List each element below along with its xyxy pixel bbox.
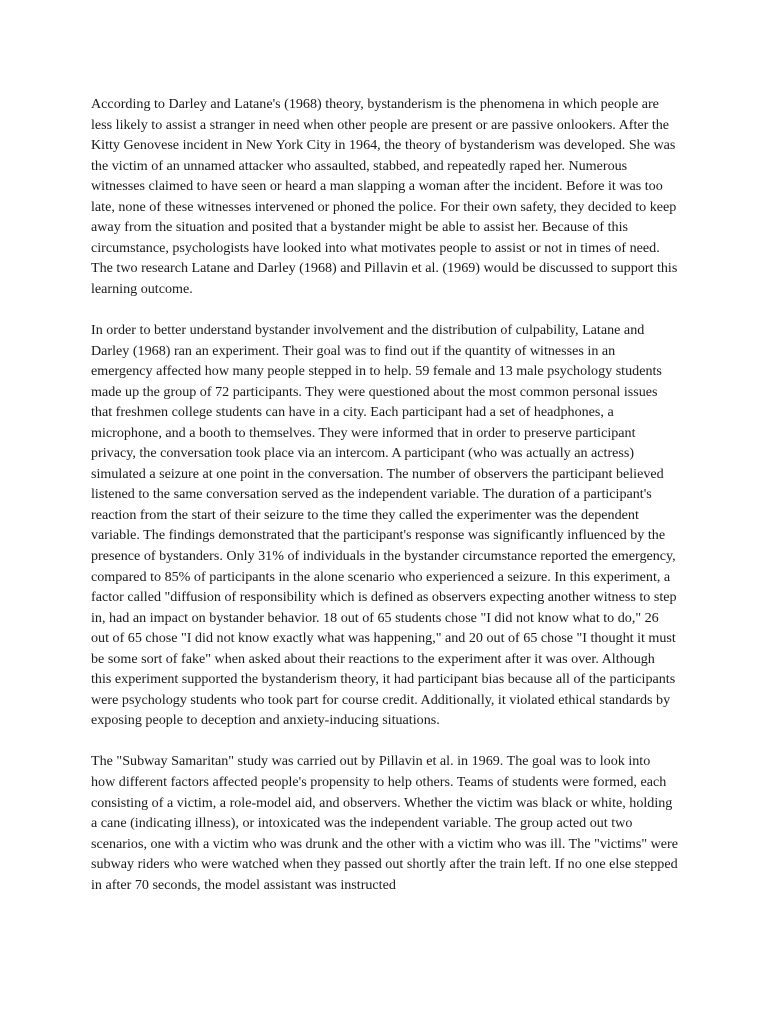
paragraph-latane-darley-experiment: In order to better understand bystander involvement and the distribution of culpability, Latane and Darley (1968) ran an experiment. Their goal was to find out if the quantity of witnesses in an emergency affected how many people stepped in to help. 59 female and 13 male psychology students made up the group of 72 participants. They were questioned about the most common personal issues that freshmen college students can have in a city. Each participant had a set of headphones, a microphone, and a booth to themselves. They were informed that in order to preserve participant privacy, the conversation took place via an intercom. A participant (who was actually an actress) simulated a seizure at one point in the conversation. The number of observers the participant believed listened to the same conversation served as the independent variable. The duration of a participant's reaction from the start of their seizure to the time they called the experimenter was the dependent variable. The findings demonstrated that the participant's response was significantly influenced by the presence of bystanders. Only 31% of individuals in the bystander circumstance reported the emergency, compared to 85% of participants in the alone scenario who experienced a seizure. In this experiment, a factor called "diffusion of responsibility which is defined as observers expecting another witness to step in, had an impact on bystander behavior. 18 out of 65 students chose "I did not know what to do," 26 out of 65 chose "I did not know exactly what was happening," and 20 out of 65 chose "I thought it must be some sort of fake" when asked about their reactions to the experiment after it was over. Although this experiment supported the bystanderism theory, it had participant bias because all of the participants were psychology students who took part for course credit. Additionally, it violated ethical standards by exposing people to deception and anxiety-inducing situations. bbox=[91, 321, 677, 729]
paragraph-intro: According to Darley and Latane's (1968) theory, bystanderism is the phenomena in which people are less likely to assist a stranger in need when other people are present or are passive onlookers. After the Kitty Genovese incident in New York City in 1964, the theory of bystanderism was developed. She was the victim of an unnamed attacker who assaulted, stabbed, and repeatedly raped her. Numerous witnesses claimed to have seen or heard a man slapping a woman after the incident. Before it was too late, none of these witnesses intervened or phoned the police. For their own safety, they decided to keep away from the situation and posited that a bystander might be able to assist her. Because of this circumstance, psychologists have looked into what motivates people to assist or not in times of need. The two research Latane and Darley (1968) and Pillavin et al. (1969) would be discussed to support this learning outcome. bbox=[91, 96, 678, 297]
paragraph-subway-samaritan: The "Subway Samaritan" study was carried out by Pillavin et al. in 1969. The goal was to look into how different factors affected people's propensity to help others. Teams of students were formed, each consisting of a victim, a role-model aid, and observers. Whether the victim was black or white, holding a cane (indicating illness), or intoxicated was the independent variable. The group acted out two scenarios, one with a victim who was drunk and the other with a victim who was ill. The "victims" were subway riders who were watched when they passed out shortly after the train left. If no one else stepped in after 70 seconds, the model assistant was instructed bbox=[91, 753, 679, 893]
